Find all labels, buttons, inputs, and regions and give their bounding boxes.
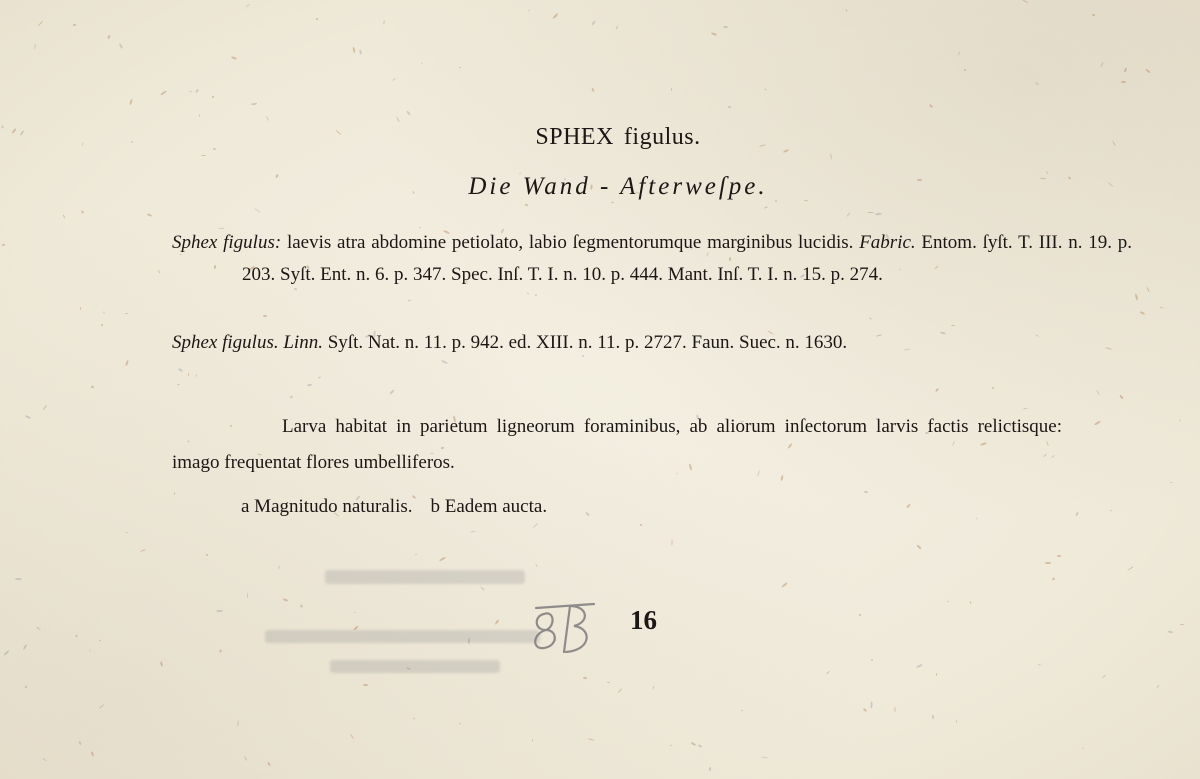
paper-fibre <box>1156 685 1159 689</box>
paper-fibre <box>640 524 643 527</box>
paper-fibre <box>970 601 972 604</box>
paper-fibre <box>441 360 448 365</box>
paper-fibre <box>415 554 417 556</box>
paper-fibre <box>73 24 76 26</box>
title-species: figulus. <box>623 124 701 150</box>
paper-fibre <box>728 106 732 109</box>
paper-fibre <box>125 531 128 533</box>
paper-fibre <box>15 578 22 580</box>
paper-fibre <box>129 99 133 105</box>
paper-fibre <box>618 688 623 693</box>
entry-refs: Entom. ſyſt. T. III. n. 19. p. 203. Syſt. Ent. n. 6. p. 347. Spec. Inſ. T. I. n. 10. p. 444. Mant. Inſ. T. I. n. 15. p. 274. <box>242 232 1132 285</box>
paper-fibre <box>254 208 261 212</box>
paper-fibre <box>318 376 321 378</box>
paper-fibre <box>75 634 79 637</box>
paper-fibre <box>266 116 269 121</box>
paper-fibre <box>189 91 192 93</box>
synonym-entry-fabricius <box>172 227 1132 291</box>
paper-fibre <box>916 664 923 669</box>
entry-diagnosis: laevis atra abdomine petiolato, labio ſegmentorumque marginibus lucidis. <box>281 232 860 253</box>
paper-fibre <box>611 202 614 204</box>
paper-fibre <box>845 9 847 12</box>
entry-author: Linn. <box>283 332 323 353</box>
paper-fibre <box>951 325 955 326</box>
paper-fibre <box>864 490 868 493</box>
paper-fibre <box>1075 512 1079 516</box>
paper-fibre <box>160 90 167 96</box>
paper-fibre <box>78 741 82 745</box>
paper-fibre <box>616 25 619 29</box>
paper-fibre <box>585 512 590 517</box>
paper-fibre <box>671 539 672 545</box>
paper-fibre <box>23 644 28 650</box>
paper-fibre <box>527 292 529 294</box>
paper-fibre <box>867 212 874 213</box>
paper-fibre <box>670 745 672 747</box>
paper-fibre <box>528 9 530 11</box>
paper-fibre <box>847 212 851 217</box>
paper-fibre <box>525 203 529 206</box>
paper-fibre <box>691 742 696 746</box>
paper-fibre <box>875 213 882 216</box>
paper-fibre <box>1140 311 1145 315</box>
paper-fibre <box>535 294 538 297</box>
paper-fibre <box>764 206 768 208</box>
paper-fibre <box>1180 624 1184 625</box>
paper-fibre <box>267 762 271 766</box>
paper-fibre <box>25 415 31 419</box>
paper-fibre <box>174 492 175 495</box>
paper-fibre <box>160 661 163 666</box>
paper-fibre <box>91 385 95 388</box>
paper-fibre <box>1035 82 1039 85</box>
paper-fibre <box>392 78 396 81</box>
paper-fibre <box>245 3 250 7</box>
paper-fibre <box>741 710 743 712</box>
paper-fibre <box>671 88 672 91</box>
paper-fibre <box>359 49 362 54</box>
paper-fibre <box>607 682 610 684</box>
paper-fibre <box>992 387 995 390</box>
paper-fibre <box>107 35 111 39</box>
library-stamp <box>255 560 545 690</box>
paper-fibre <box>125 313 128 314</box>
paper-fibre <box>38 21 44 27</box>
paper-fibre <box>1135 293 1139 300</box>
paper-fibre <box>964 69 967 72</box>
paper-fibre <box>196 374 197 377</box>
paper-fibre <box>723 26 728 29</box>
paper-fibre <box>263 315 267 317</box>
paper-fibre <box>244 756 247 761</box>
entry-author: Fabric. <box>859 232 916 253</box>
paper-fibre <box>955 720 957 723</box>
paper-fibre <box>350 734 354 740</box>
caption-b: b Eadem aucta. <box>430 496 548 517</box>
title-genus: SPHEX <box>535 124 614 150</box>
paper-fibre <box>1082 747 1083 749</box>
paper-fibre <box>25 686 28 689</box>
paper-fibre <box>1145 68 1151 73</box>
paper-fibre <box>34 43 36 49</box>
paper-fibre <box>470 531 476 533</box>
page-subtitle: Die Wand - Afterweſpe. <box>468 173 768 200</box>
paper-fibre <box>1101 674 1106 679</box>
page-number: 16 <box>630 605 657 635</box>
paper-fibre <box>830 153 832 159</box>
paper-fibre <box>421 62 423 64</box>
paper-fibre <box>1038 663 1041 665</box>
paper-fibre <box>871 659 874 662</box>
paper-fibre <box>188 373 189 376</box>
paper-fibre <box>552 13 558 19</box>
paper-fibre <box>352 47 355 53</box>
paper-fibre <box>761 756 768 758</box>
paper-fibre <box>764 88 767 91</box>
paper-fibre <box>1096 390 1100 396</box>
paper-fibre <box>916 544 922 550</box>
paper-fibre <box>906 503 911 508</box>
paper-fibre <box>216 610 223 612</box>
paper-fibre <box>583 676 587 679</box>
paper-fibre <box>389 389 395 395</box>
paper-fibre <box>219 649 221 652</box>
paper-fibre <box>125 360 129 366</box>
paper-fibre <box>1110 509 1111 511</box>
paper-fibre <box>158 269 160 273</box>
paper-fibre <box>591 88 594 92</box>
paper-fibre <box>1052 577 1056 581</box>
paper-fibre <box>958 51 960 55</box>
paper-fibre <box>408 300 411 302</box>
paper-fibre <box>413 717 415 719</box>
paper-fibre <box>2 244 5 246</box>
entry-lead: Sphex figulus: <box>172 232 282 253</box>
paper-fibre <box>195 89 199 93</box>
paper-fibre <box>894 706 895 712</box>
caption-a: a Magnitudo naturalis. <box>241 496 413 517</box>
paper-fibre <box>929 104 933 108</box>
paper-fibre <box>932 715 935 719</box>
paper-fibre <box>976 517 978 519</box>
paper-fibre <box>1168 631 1173 634</box>
paper-fibre <box>826 671 830 674</box>
paper-fibre <box>178 368 183 372</box>
paper-fibre <box>247 593 248 598</box>
entry-refs: Syſt. Nat. n. 11. p. 942. ed. XIII. n. 11. p. 2727. Faun. Suec. n. 1630. <box>322 332 848 353</box>
paper-fibre <box>103 311 105 313</box>
paper-fibre <box>947 600 949 602</box>
entry-lead: Sphex figulus. <box>172 332 279 353</box>
paper-fibre <box>237 720 239 726</box>
paper-fibre <box>1022 0 1029 4</box>
paper-fibre <box>383 20 385 24</box>
paper-fibre <box>307 384 312 387</box>
paper-fibre <box>406 110 411 115</box>
paper-fibre <box>936 673 937 676</box>
paper-fibre <box>91 751 95 756</box>
paper-fibre <box>1127 566 1134 570</box>
paper-fibre <box>206 554 209 557</box>
paper-fibre <box>781 582 788 588</box>
paper-fibre <box>532 739 533 742</box>
paper-fibre <box>99 640 101 642</box>
page-title <box>0 124 1200 151</box>
paper-fibre <box>63 214 66 218</box>
paper-fibre <box>119 43 124 49</box>
paper-fibre <box>80 307 81 310</box>
paper-fibre <box>459 722 461 724</box>
paper-fibre <box>212 96 214 98</box>
paper-fibre <box>1170 482 1173 484</box>
paper-fibre <box>863 708 867 712</box>
paper-fibre <box>1094 420 1101 425</box>
paper-fibre <box>709 767 712 771</box>
paper-fibre <box>396 117 400 123</box>
paper-fibre <box>42 758 47 762</box>
paper-fibre <box>1057 555 1061 558</box>
paper-fibre <box>199 114 200 117</box>
paper-fibre <box>1146 287 1150 293</box>
habitat-paragraph: Larva habitat in parietum ligneorum foraminibus, ab aliorum inſectorum larvis factis relictisque: imago frequentat flores umbelliferos. <box>172 416 1062 473</box>
paper-fibre <box>1124 67 1127 72</box>
paper-fibre <box>652 686 654 689</box>
figure-caption <box>241 491 547 523</box>
paper-fibre <box>140 549 146 552</box>
paper-fibre <box>1045 562 1051 564</box>
paper-fibre <box>1100 62 1103 68</box>
paper-fibre <box>1160 307 1163 309</box>
paper-fibre <box>588 738 595 740</box>
paper-fibre <box>1119 394 1124 399</box>
paper-fibre <box>869 317 872 320</box>
paper-fibre <box>1092 14 1095 17</box>
paper-fibre <box>201 155 206 156</box>
pencil-mark <box>530 596 602 660</box>
paper-fibre <box>1121 81 1126 83</box>
paper-fibre <box>935 388 939 392</box>
paper-fibre <box>36 627 41 631</box>
paper-fibre <box>3 650 9 656</box>
paper-fibre <box>89 649 90 651</box>
paper-fibre <box>81 210 84 214</box>
paper-fibre <box>147 213 152 217</box>
paper-fibre <box>98 704 104 709</box>
synonym-entry-linnaeus <box>172 327 1132 359</box>
paper-fibre <box>101 324 104 327</box>
paper-fibre <box>533 523 539 528</box>
paper-fibre <box>1179 419 1181 421</box>
paper-fibre <box>698 744 702 748</box>
paper-fibre <box>231 56 237 60</box>
paper-fibre <box>177 384 180 386</box>
paper-fibre <box>43 405 48 410</box>
paper-fibre <box>251 103 257 106</box>
paper-fibre <box>870 701 872 708</box>
paper-fibre <box>290 395 293 399</box>
paper-fibre <box>459 67 461 68</box>
paper-fibre <box>711 32 717 36</box>
paper-fibre <box>859 614 861 616</box>
paper-fibre <box>591 20 595 25</box>
paper-fibre <box>316 18 319 21</box>
